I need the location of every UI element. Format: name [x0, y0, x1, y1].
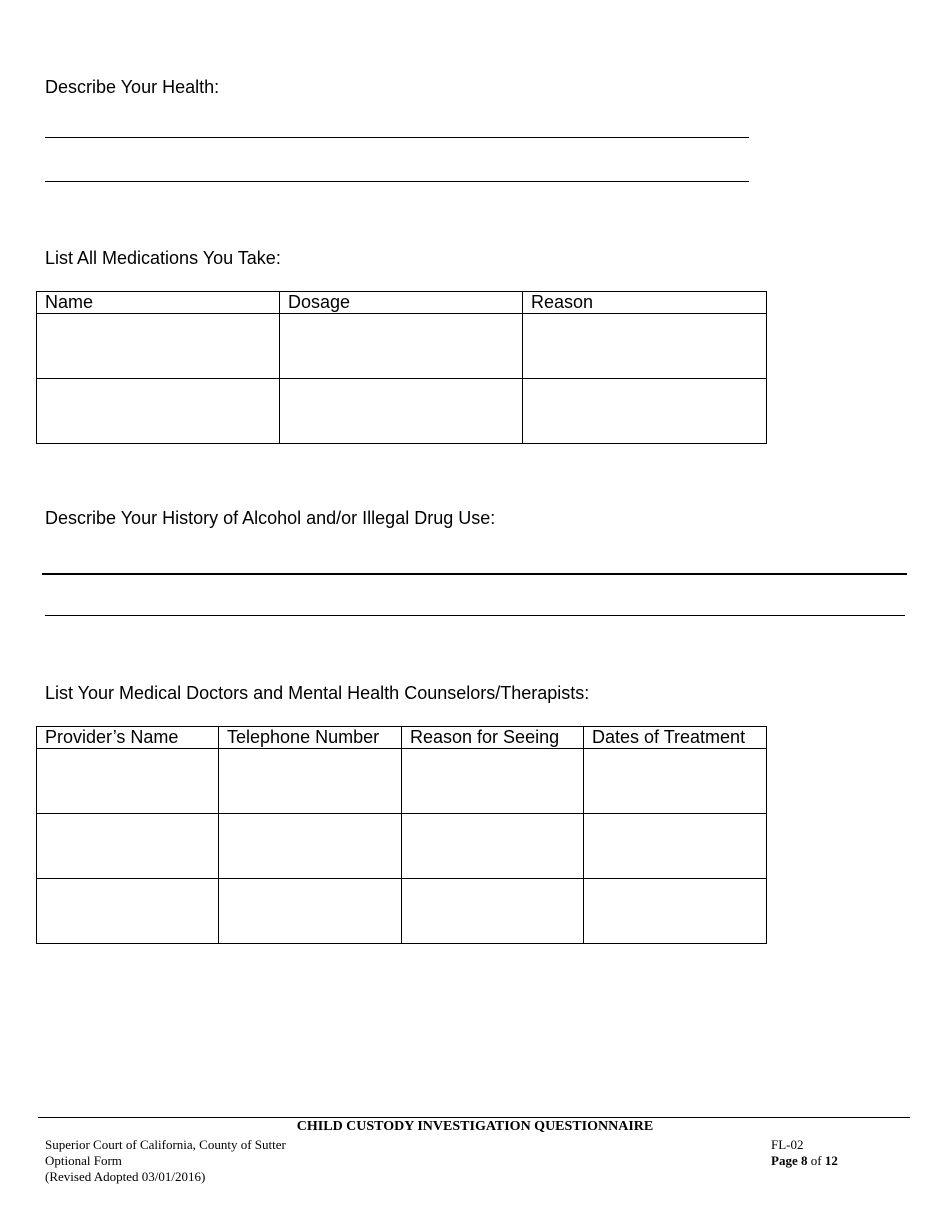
table-row — [37, 814, 767, 879]
health-label: Describe Your Health: — [45, 77, 220, 97]
provider-telephone-cell[interactable] — [219, 749, 402, 814]
medication-name-cell[interactable] — [37, 314, 280, 379]
medications-col-dosage: Dosage — [280, 292, 523, 314]
provider-reason-cell[interactable] — [402, 879, 584, 944]
provider-telephone-cell[interactable] — [219, 879, 402, 944]
medications-table — [36, 291, 767, 444]
drug-use-answer-line-1[interactable] — [42, 573, 907, 575]
provider-dates-cell[interactable] — [584, 749, 767, 814]
providers-col-telephone: Telephone Number — [219, 727, 402, 749]
table-row — [37, 379, 767, 444]
footer-page-total: 12 — [824, 1153, 838, 1168]
footer-form-id: FL-02 — [771, 1137, 804, 1152]
table-row — [37, 749, 767, 814]
providers-label: List Your Medical Doctors and Mental Health Counselors/Therapists: — [45, 683, 590, 703]
footer-court: Superior Court of California, County of Sutter — [45, 1137, 286, 1152]
table-row — [37, 879, 767, 944]
provider-dates-cell[interactable] — [584, 879, 767, 944]
medications-col-name: Name — [37, 292, 280, 314]
footer-page-word: Page — [771, 1153, 798, 1168]
provider-reason-cell[interactable] — [402, 749, 584, 814]
providers-col-dates: Dates of Treatment — [584, 727, 767, 749]
medication-name-cell[interactable] — [37, 379, 280, 444]
footer-page-of: of — [810, 1153, 822, 1168]
provider-name-cell[interactable] — [37, 814, 219, 879]
footer-form-type: Optional Form — [45, 1153, 122, 1168]
health-answer-line-2[interactable] — [45, 181, 749, 182]
footer-revised: (Revised Adopted 03/01/2016) — [45, 1169, 206, 1184]
provider-name-cell[interactable] — [37, 879, 219, 944]
provider-telephone-cell[interactable] — [219, 814, 402, 879]
providers-header-row — [37, 727, 767, 749]
footer-page-number — [771, 1153, 838, 1169]
footer-divider — [38, 1117, 910, 1118]
providers-col-name: Provider’s Name — [37, 727, 219, 749]
providers-col-reason: Reason for Seeing — [402, 727, 584, 749]
drug-use-answer-line-2[interactable] — [45, 615, 905, 616]
medications-col-reason: Reason — [523, 292, 767, 314]
provider-reason-cell[interactable] — [402, 814, 584, 879]
medication-reason-cell[interactable] — [523, 379, 767, 444]
health-answer-line-1[interactable] — [45, 137, 749, 138]
medication-dosage-cell[interactable] — [280, 314, 523, 379]
provider-dates-cell[interactable] — [584, 814, 767, 879]
medication-dosage-cell[interactable] — [280, 379, 523, 444]
table-row — [37, 314, 767, 379]
medication-reason-cell[interactable] — [523, 314, 767, 379]
drug-use-label: Describe Your History of Alcohol and/or Illegal Drug Use: — [45, 508, 496, 528]
providers-table — [36, 726, 767, 944]
medications-header-row — [37, 292, 767, 314]
medications-label: List All Medications You Take: — [45, 248, 281, 268]
footer-page-current: 8 — [800, 1153, 808, 1168]
footer-title: CHILD CUSTODY INVESTIGATION QUESTIONNAIRE — [296, 1119, 654, 1134]
provider-name-cell[interactable] — [37, 749, 219, 814]
